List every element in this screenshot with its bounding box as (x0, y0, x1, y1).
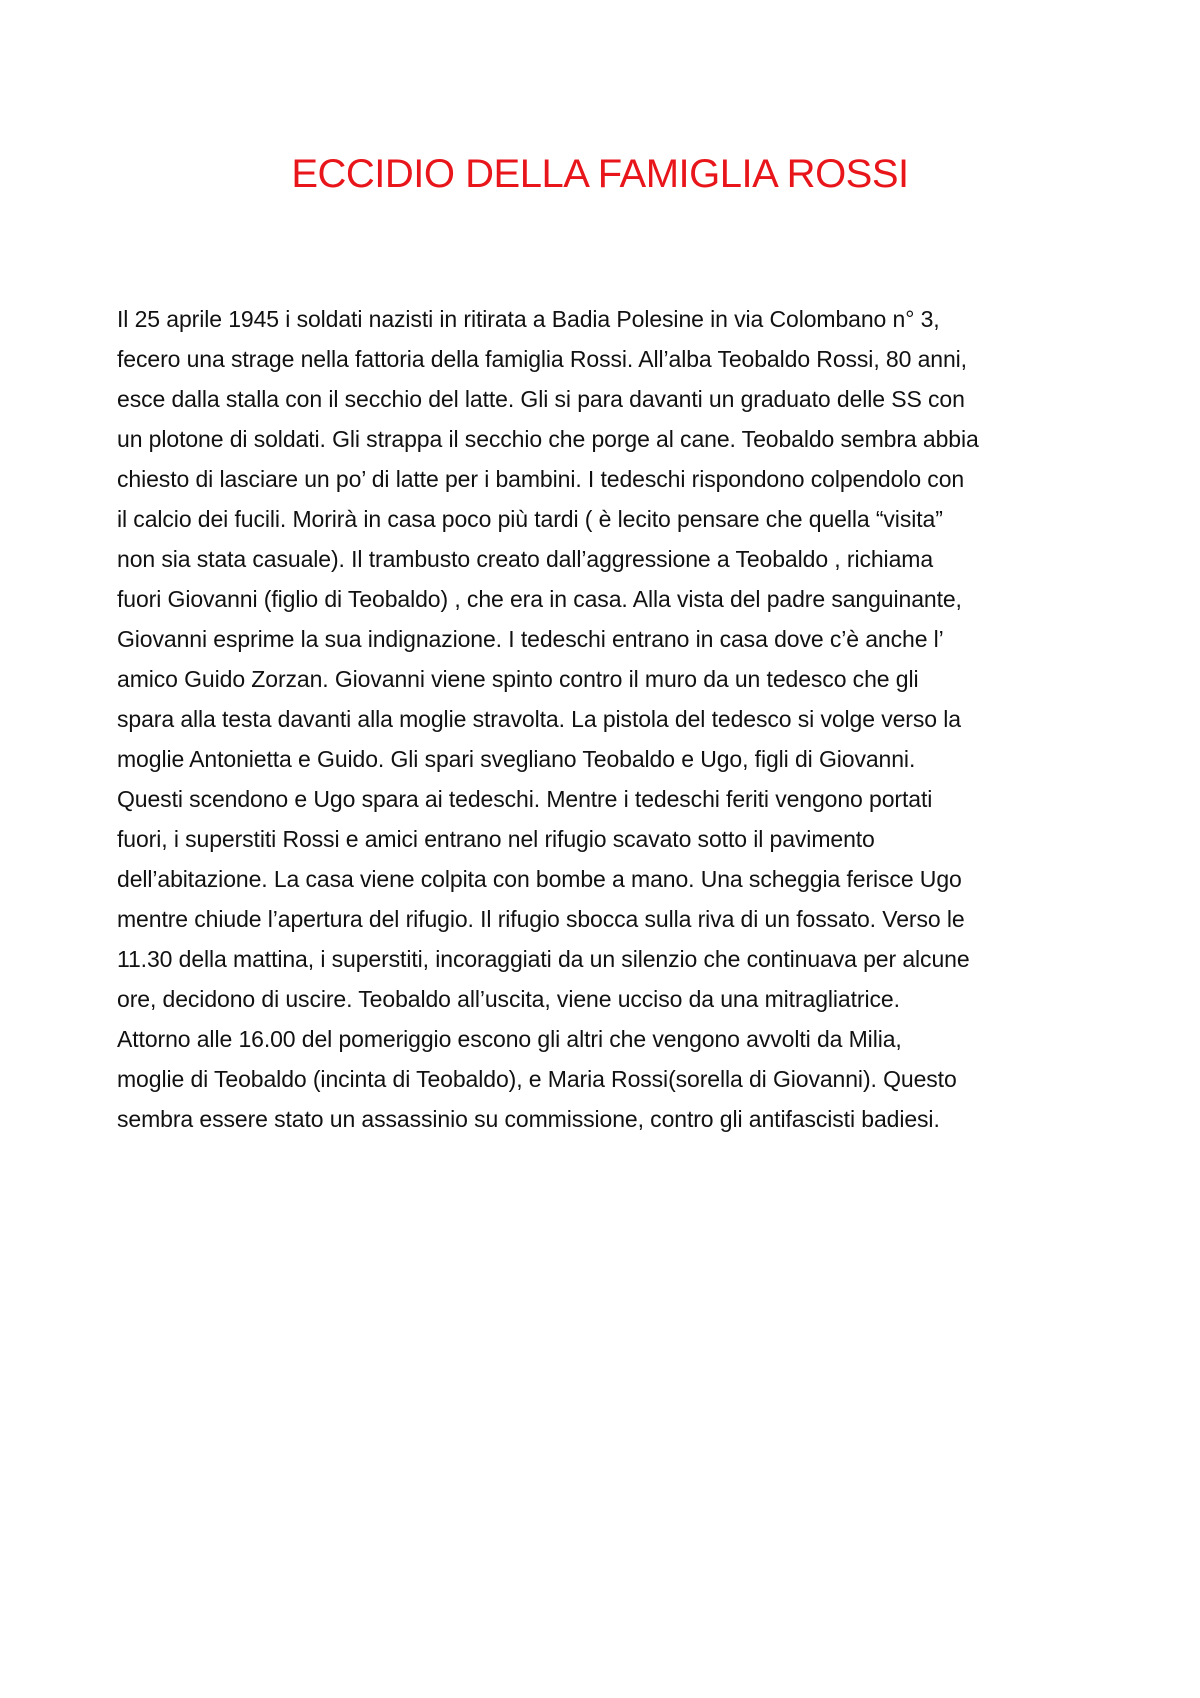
body-line: fecero una strage nella fattoria della famiglia Rossi. All’alba Teobaldo Rossi, 80 anni, (117, 346, 967, 372)
body-line: Giovanni esprime la sua indignazione. I tedeschi entrano in casa dove c’è anche l’ (117, 626, 944, 652)
body-line: fuori, i superstiti Rossi e amici entrano nel rifugio scavato sotto il pavimento (117, 826, 875, 852)
body-line: moglie Antonietta e Guido. Gli spari svegliano Teobaldo e Ugo, figli di Giovanni. (117, 746, 916, 772)
body-line: sembra essere stato un assassinio su commissione, contro gli antifascisti badiesi. (117, 1106, 940, 1132)
document-title: ECCIDIO DELLA FAMIGLIA ROSSI (291, 152, 909, 196)
body-line: fuori Giovanni (figlio di Teobaldo) , che era in casa. Alla vista del padre sanguinante, (117, 586, 962, 612)
body-line: 11.30 della mattina, i superstiti, incoraggiati da un silenzio che continuava per alcune (117, 946, 970, 972)
body-line: Questi scendono e Ugo spara ai tedeschi. Mentre i tedeschi feriti vengono portati (117, 786, 933, 812)
body-line: Attorno alle 16.00 del pomeriggio escono gli altri che vengono avvolti da Milia, (117, 1026, 902, 1052)
body-line: spara alla testa davanti alla moglie stravolta. La pistola del tedesco si volge verso la (117, 706, 961, 732)
body-line: chiesto di lasciare un po’ di latte per i bambini. I tedeschi rispondono colpendolo con (117, 466, 965, 492)
document-body (117, 299, 1102, 1139)
body-line: amico Guido Zorzan. Giovanni viene spinto contro il muro da un tedesco che gli (117, 666, 919, 692)
body-line: mentre chiude l’apertura del rifugio. Il rifugio sbocca sulla riva di un fossato. Verso le (117, 906, 965, 932)
body-line: non sia stata casuale). Il trambusto creato dall’aggressione a Teobaldo , richiama (117, 546, 934, 572)
body-line: ore, decidono di uscire. Teobaldo all’uscita, viene ucciso da una mitragliatrice. (117, 986, 900, 1012)
body-line: Il 25 aprile 1945 i soldati nazisti in ritirata a Badia Polesine in via Colombano n° 3, (117, 306, 940, 332)
body-line: un plotone di soldati. Gli strappa il secchio che porge al cane. Teobaldo sembra abbia (117, 426, 979, 452)
body-line: moglie di Teobaldo (incinta di Teobaldo), e Maria Rossi(sorella di Giovanni). Questo (117, 1066, 957, 1092)
body-line: dell’abitazione. La casa viene colpita con bombe a mano. Una scheggia ferisce Ugo (117, 866, 962, 892)
body-line: esce dalla stalla con il secchio del latte. Gli si para davanti un graduato delle SS con (117, 386, 965, 412)
body-line: il calcio dei fucili. Morirà in casa poco più tardi ( è lecito pensare che quella “visita” (117, 506, 943, 532)
